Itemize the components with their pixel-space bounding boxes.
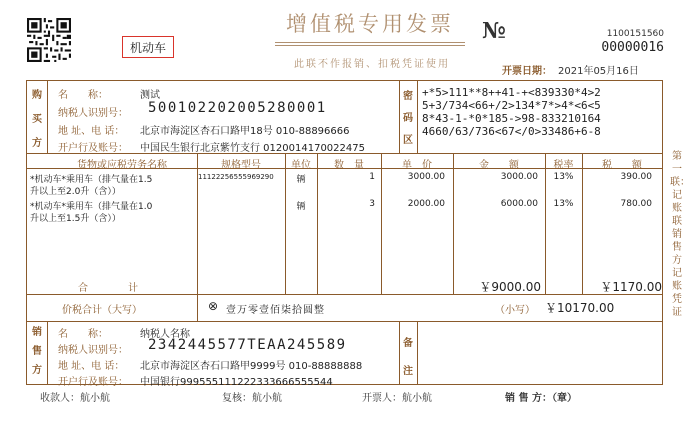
header-item-name: 货物或应税劳务名称 xyxy=(77,160,167,171)
seller-bank-label: 开户行及账号： xyxy=(58,377,128,388)
issue-date-label: 开票日期： xyxy=(502,66,552,77)
table-row-price: 3000.00 xyxy=(407,172,445,182)
cipher-line: +*5>111**8++41-+<839330*4>2 xyxy=(422,86,601,99)
table-row-qty: 1 xyxy=(369,172,375,182)
seller-tax-id-label: 纳税人识别号： xyxy=(58,345,128,356)
table-row-amount: 6000.00 xyxy=(500,199,538,209)
issue-date xyxy=(502,62,639,77)
buyer-name-label: 名 称： xyxy=(58,90,108,101)
qr-code xyxy=(27,18,71,62)
payee-value: 航小航 xyxy=(80,393,110,404)
header-spec: 规格型号 xyxy=(221,160,261,171)
grand-total-words: 壹万零壹佰柒拾圆整 xyxy=(226,305,325,316)
buyer-name: 测试 xyxy=(140,90,160,101)
invoice-number: 00000016 xyxy=(601,40,664,55)
table-row-tax: 780.00 xyxy=(620,199,652,209)
divider-buyer-label xyxy=(47,81,48,153)
table-row-name: *机动车*乘用车（排气量在1.5 xyxy=(30,175,153,185)
cipher-line: 8*43-1-*0*185->98-833210164 xyxy=(422,112,601,125)
table-row-name: 升以上至1.5升（含）） xyxy=(30,214,121,224)
seller-bank: 中国银行999555111222333666555544 xyxy=(140,377,333,388)
table-row-rate: 13% xyxy=(553,172,574,182)
copy-side-note: 第一联：记账联 销售方记账凭证 xyxy=(670,151,692,318)
issue-date-value: 2021年05月16日 xyxy=(558,66,639,77)
reviewer-value: 航小航 xyxy=(252,393,282,404)
divider-seller-label xyxy=(47,321,48,384)
table-row-unit: 辆 xyxy=(296,202,306,212)
table-row-name: 升以上至2.0升（含）） xyxy=(30,187,121,197)
divider-grand-total-label xyxy=(197,294,198,321)
footer-reviewer xyxy=(222,389,282,404)
title-underline-2 xyxy=(275,45,465,46)
title-underline xyxy=(275,42,465,43)
header-price: 单 价 xyxy=(402,160,432,171)
cipher-line: 5+3/734<66+/2>134*7*>4*<6<5 xyxy=(422,99,601,112)
table-row-price: 2000.00 xyxy=(407,199,445,209)
invoice-title: 增值税专用发票 xyxy=(286,12,454,36)
header-tax: 税 额 xyxy=(602,160,642,171)
number-symbol: № xyxy=(482,18,506,44)
table-row-qty: 3 xyxy=(369,199,375,209)
table-row-name: *机动车*乘用车（排气量在1.0 xyxy=(30,202,153,212)
seller-name: 纳税人名称 xyxy=(140,329,190,340)
drawer-value: 航小航 xyxy=(402,393,432,404)
grand-total-circle-icon: ⊗ xyxy=(208,299,219,313)
cipher-label: 密码区 xyxy=(403,91,413,146)
header-rate: 税率 xyxy=(553,160,574,171)
table-row-tax: 390.00 xyxy=(620,172,652,182)
table-row-unit: 辆 xyxy=(296,175,306,185)
header-unit: 单位 xyxy=(291,160,311,171)
grand-total-small-label: （小写） xyxy=(495,305,535,316)
buyer-tax-id-label: 纳税人识别号： xyxy=(58,108,128,119)
buyer-tax-id: 500102202005280001 xyxy=(148,100,327,116)
seller-section-label: 销售方 xyxy=(32,327,42,376)
seller-address-label: 地 址、电 话： xyxy=(58,361,125,372)
divider-cipher-left xyxy=(399,81,400,153)
divider-cipher-label xyxy=(417,81,418,153)
total-amount: ￥9000.00 xyxy=(479,280,541,294)
header-qty: 数 量 xyxy=(334,160,364,171)
buyer-section-label: 购买方 xyxy=(32,90,42,149)
buyer-address: 北京市海淀区杏石口路甲18号 010-88896666 xyxy=(140,126,350,137)
footer-payee xyxy=(40,389,110,404)
table-row-rate: 13% xyxy=(553,199,574,209)
cipher-line: 4660/63/736<67</0>33486+6-8 xyxy=(422,125,601,138)
seller-address: 北京市海淀区杏石口路甲9999号 010-88888888 xyxy=(140,361,363,372)
total-label: 合 计 xyxy=(78,283,138,294)
reviewer-label: 复核： xyxy=(222,393,252,404)
table-row-spec: 11122256555969290 xyxy=(198,173,274,181)
footer-seller-seal: 销 售 方：（章） xyxy=(505,393,577,404)
divider-total xyxy=(27,294,662,295)
header-amount: 金 额 xyxy=(479,160,519,171)
seller-name-label: 名 称： xyxy=(58,329,108,340)
total-tax: ￥1170.00 xyxy=(600,280,662,294)
invoice-code: 1100151560 xyxy=(606,29,664,39)
footer-drawer xyxy=(362,389,432,404)
seller-tax-id: 2342445577TEAA245589 xyxy=(148,337,347,353)
invoice-subtitle: 此联不作报销、扣税凭证使用 xyxy=(294,59,450,70)
buyer-address-label: 地 址、电 话： xyxy=(58,126,125,137)
grand-total-label: 价税合计（大写） xyxy=(62,305,142,316)
buyer-bank-label: 开户行及账号： xyxy=(58,143,128,154)
grand-total-small-value: ￥10170.00 xyxy=(545,301,615,315)
divider-remarks-left xyxy=(399,321,400,384)
divider-remarks-label xyxy=(417,321,418,384)
vehicle-type-tag: 机动车 xyxy=(122,36,174,58)
drawer-label: 开票人： xyxy=(362,393,402,404)
divider-grand-total xyxy=(27,321,662,322)
table-row-amount: 3000.00 xyxy=(500,172,538,182)
payee-label: 收款人： xyxy=(40,393,80,404)
buyer-bank: 中国民生银行北京紫竹支行 0120014170022475 xyxy=(140,143,365,154)
cipher-block xyxy=(422,86,601,138)
remarks-label: 备注 xyxy=(403,338,413,377)
